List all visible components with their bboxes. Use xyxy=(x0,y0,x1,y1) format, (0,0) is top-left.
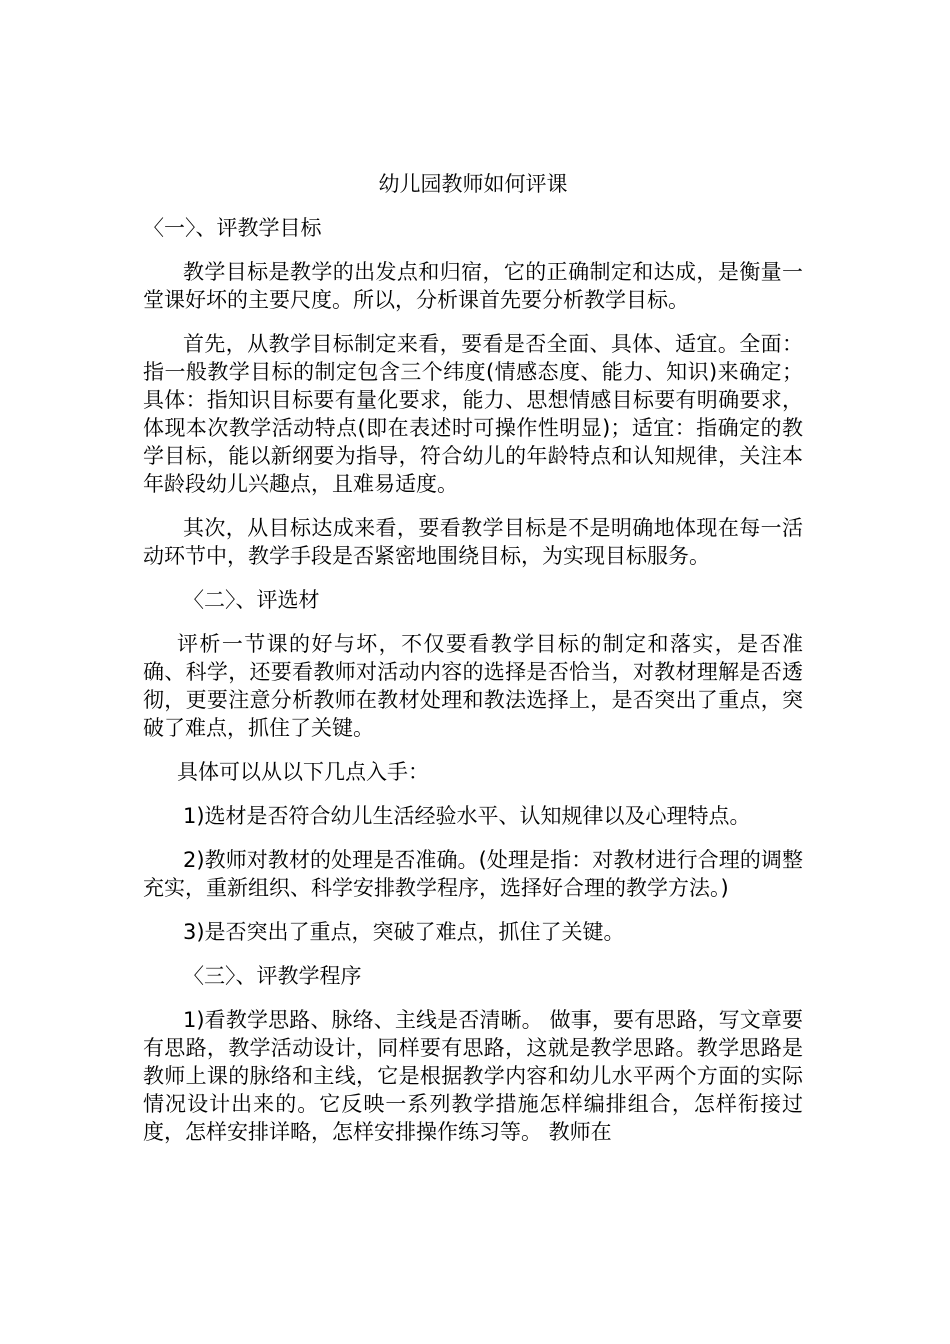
paragraph: 具体可以从以下几点入手： xyxy=(177,760,429,784)
list-item: 1)选材是否符合幼儿生活经验水平、认知规律以及心理特点。 xyxy=(183,804,751,828)
paragraph: 首先，从教学目标制定来看，要看是否全面、具体、适宜。全面：指一般教学目标的制定包含三个纬度(情感态度、能力、知识)来确定；具体：指知识目标要有量化要求，能力、思想情感目标要有明确要求，体现本次教学活动特点(即在表述时可操作性明显)；适宜：指确定的教学目标，能以新纲要为指导，符合幼儿的年龄特点和认知规律，关注本年龄段幼儿兴趣点，且难易适度。 xyxy=(143,332,803,496)
document-body xyxy=(143,170,803,1162)
paragraph: 其次，从目标达成来看，要看教学目标是不是明确地体现在每一活动环节中，教学手段是否紧密地围绕目标，为实现目标服务。 xyxy=(143,516,803,568)
list-item: 1)看教学思路、脉络、主线是否清晰。 做事，要有思路，写文章要有思路，教学活动设计，同样要有思路，这就是教学思路。教学思路是教师上课的脉络和主线，它是根据教学内容和幼儿水平两个方面的实际情况设计出来的。它反映一系列教学措施怎样编排组合，怎样衔接过度，怎样安排详略，怎样安排操作练习等。 教师在 xyxy=(143,1008,803,1144)
paragraph: 评析一节课的好与坏，不仅要看教学目标的制定和落实，是否准确、科学，还要看教师对活动内容的选择是否恰当，对教材理解是否透彻，更要注意分析教师在教材处理和教法选择上，是否突出了重点，突破了难点，抓住了关键。 xyxy=(143,632,803,740)
section-heading-3: 〈三〉、评教学程序 xyxy=(183,964,362,988)
list-item: 2)教师对教材的处理是否准确。(处理是指：对教材进行合理的调整充实，重新组织、科学安排教学程序，选择好合理的教学方法。) xyxy=(143,848,803,900)
list-item: 3)是否突出了重点，突破了难点，抓住了关键。 xyxy=(183,920,625,944)
section-heading-1: 〈一〉、评教学目标 xyxy=(143,216,322,240)
section-heading-2: 〈二〉、评选材 xyxy=(183,588,320,612)
paragraph: 教学目标是教学的出发点和归宿，它的正确制定和达成，是衡量一堂课好坏的主要尺度。所以，分析课首先要分析教学目标。 xyxy=(143,260,803,312)
document-title: 幼儿园教师如何评课 xyxy=(378,172,568,196)
